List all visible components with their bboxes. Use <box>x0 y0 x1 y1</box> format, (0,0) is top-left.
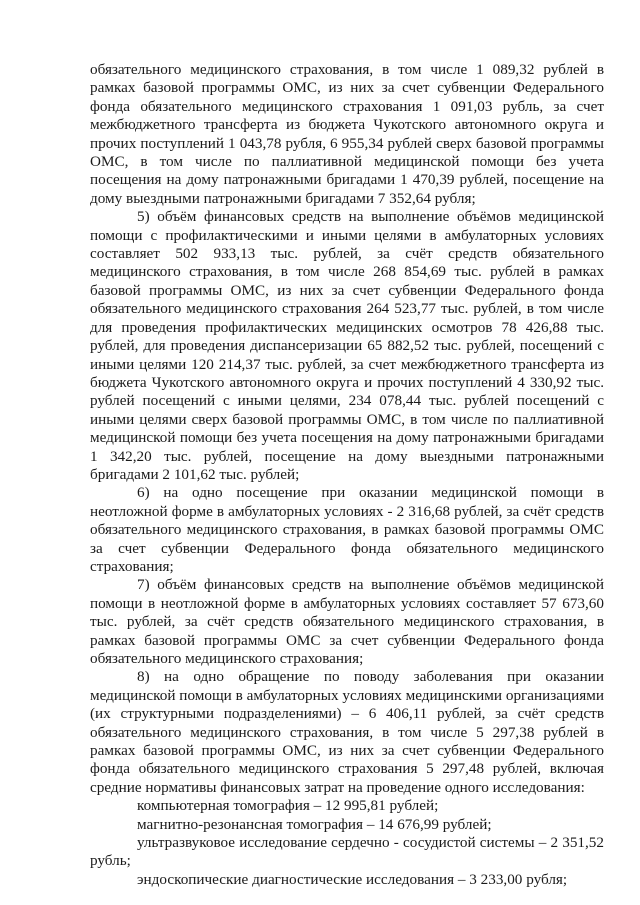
paragraph-continuation: обязательного медицинского страхования, в том числе 1 089,32 рублей в рамках базовой программы ОМС, из них за счет субвенции Федерального фонда обязательного медицинского страхования 1 091,03 рубль, за счет межбюджетного трансферта из бюджета Чукотского автономного округа и прочих поступлений 1 043,78 рубля, 6 955,34 рублей сверх базовой программы ОМС, в том числе по паллиативной медицинской помощи без учета посещения на дому патронажными бригадами 1 470,39 рублей, посещение на дому выездными патронажными бригадами 7 352,64 рубля; <box>90 61 604 207</box>
list-item-endoscopy: эндоскопические диагностические исследования – 3 233,00 рубля; <box>137 870 568 888</box>
paragraph-item-8: 8) на одно обращение по поводу заболевания при оказании медицинской помощи в амбулаторных условиях медицинскими организациями (их структурными подразделениями) – 6 406,11 рублей, за счёт средств обязательного медицинского страхования, в том числе 5 297,38 рублей в рамках базовой программы ОМС, из них за счет субвенции Федерального фонда обязательного медицинского страхования 5 297,48 рублей, включая средние нормативы финансовых затрат на проведение одного исследования: <box>90 668 604 796</box>
list-item-ultrasound: ультразвуковое исследование сердечно - сосудистой системы – 2 351,52 рубль; <box>90 834 604 870</box>
paragraph-item-5: 5) объём финансовых средств на выполнение объёмов медицинской помощи с профилактическими и иными целями в амбулаторных условиях составляет 502 933,13 тыс. рублей, за счёт средств обязательного медицинского страхования, в том числе 268 854,69 тыс. рублей в рамках базовой программы ОМС, из них за счет субвенции Федерального фонда обязательного медицинского страхования 264 523,77 тыс. рублей, в том числе для проведения профилактических медицинских осмотров 78 426,88 тыс. рублей, для проведения диспансеризации 65 882,52 тыс. рублей, посещений с иными целями 120 214,37 тыс. рублей, за счет межбюджетного трансферта из бюджета Чукотского автономного округа и прочих поступлений 4 330,92 тыс. рублей посещений с иными целями, 234 078,44 тыс. рублей посещений с иными целями сверх базовой программы ОМС, в том числе по паллиативной медицинской помощи без учета посещения на дому патронажными бригадами 1 342,20 тыс. рублей, посещение на дому выездными патронажными бригадами 2 101,62 тыс. рублей; <box>90 208 604 483</box>
paragraph-item-6: 6) на одно посещение при оказании медицинской помощи в неотложной форме в амбулаторных условиях - 2 316,68 рублей, за счёт средств обязательного медицинского страхования, в рамках базовой программы ОМС за счет субвенции Федерального фонда обязательного медицинского страхования; <box>90 484 604 575</box>
paragraph-item-7: 7) объём финансовых средств на выполнение объёмов медицинской помощи в неотложной форме в амбулаторных условиях составляет 57 673,60 тыс. рублей, за счёт средств обязательного медицинского страхования, в рамках базовой программы ОМС за счет субвенции Федерального фонда обязательного медицинского страхования; <box>90 576 604 667</box>
document-page <box>90 61 604 889</box>
list-item-mri: магнитно-резонансная томография – 14 676,99 рублей; <box>137 815 492 833</box>
list-item-ct: компьютерная томография – 12 995,81 рублей; <box>137 797 439 815</box>
